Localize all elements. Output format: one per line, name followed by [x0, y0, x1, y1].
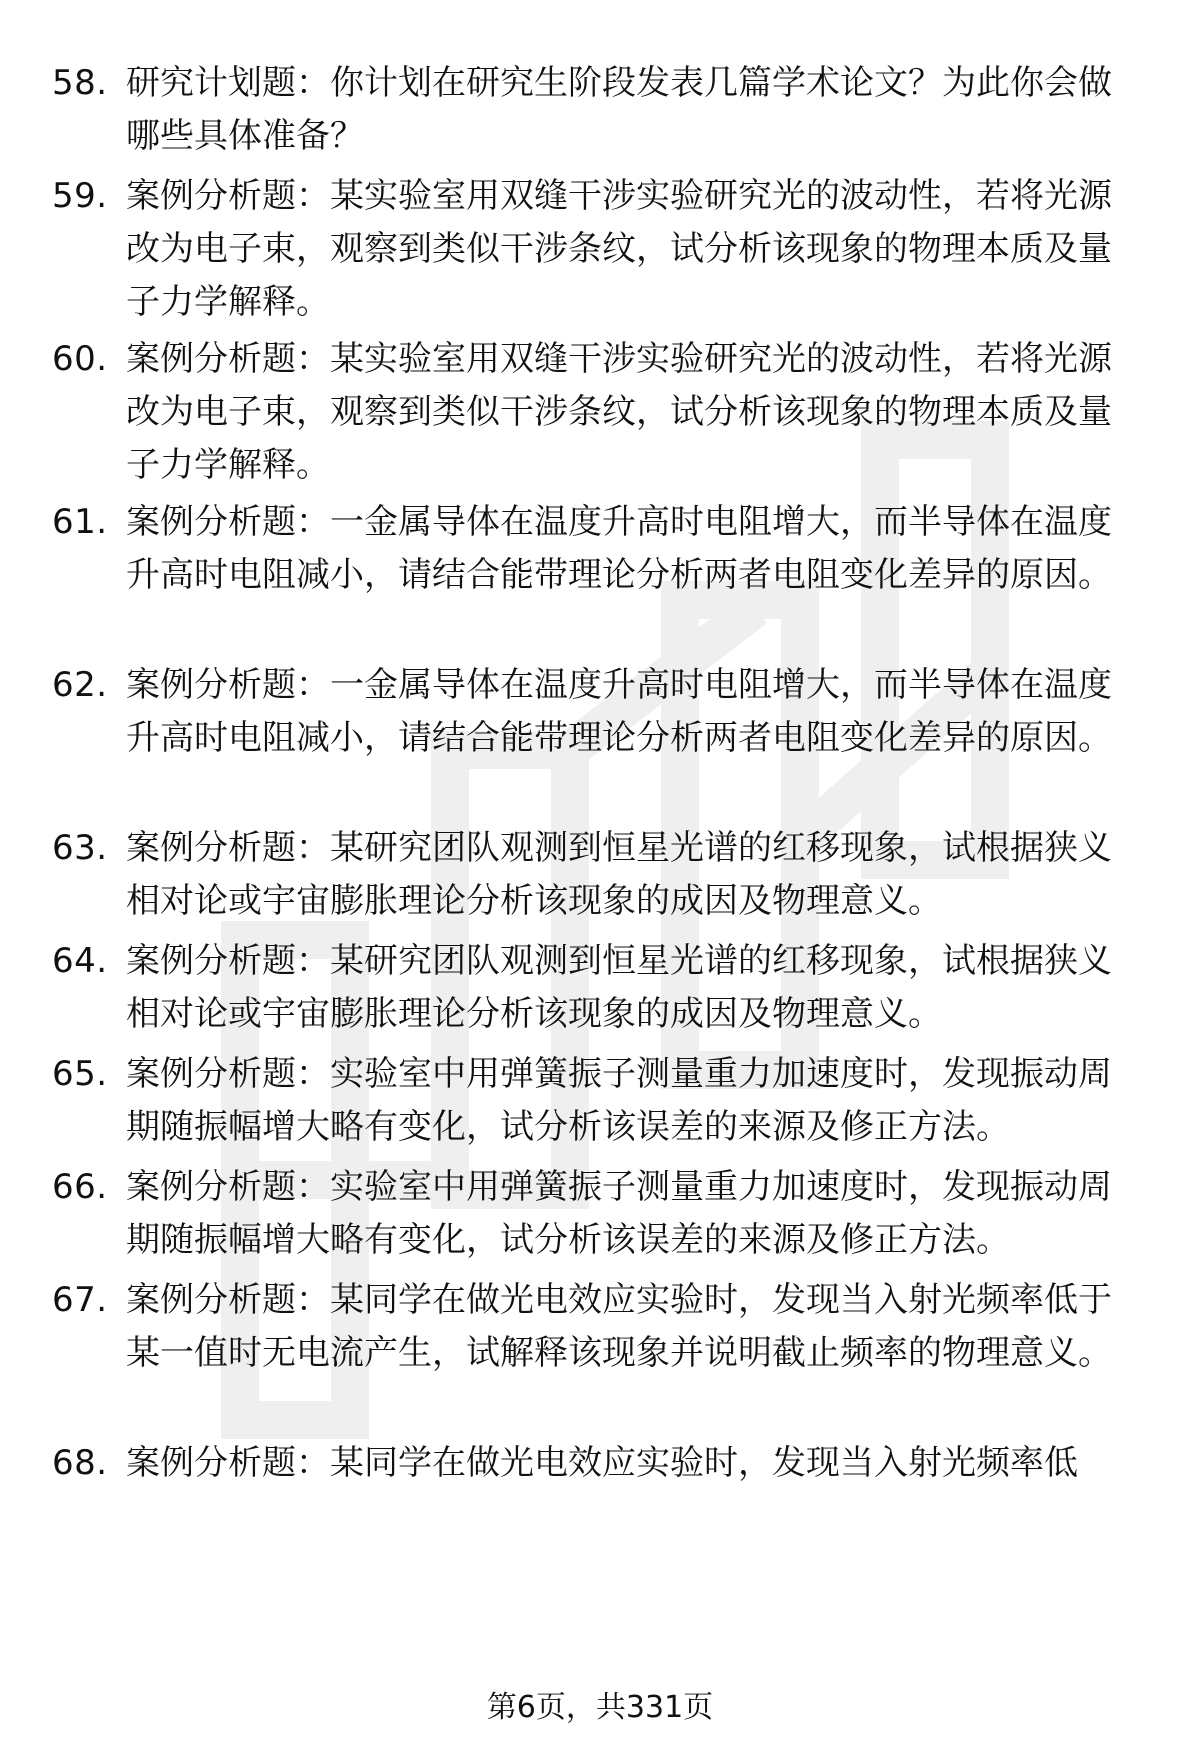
- question-number: 58.: [52, 63, 108, 103]
- question-text: 案例分析题：某同学在做光电效应实验时，发现当入射光频率低于某一值时无电流产生，试解释该现象并说明截止频率的物理意义。: [126, 1280, 1112, 1373]
- question-item-68: [52, 1437, 1152, 1490]
- question-item-58: [52, 57, 1152, 163]
- question-item-60: [52, 333, 1152, 492]
- question-text: 案例分析题：一金属导体在温度升高时电阻增大，而半导体在温度升高时电阻减小，请结合能带理论分析两者电阻变化差异的原因。: [126, 502, 1112, 595]
- question-number: 68.: [52, 1443, 108, 1483]
- question-item-63: [52, 822, 1152, 928]
- question-number: 65.: [52, 1054, 108, 1094]
- question-number: 59.: [52, 176, 108, 216]
- question-text: 案例分析题：某实验室用双缝干涉实验研究光的波动性，若将光源改为电子束，观察到类似干涉条纹，试分析该现象的物理本质及量子力学解释。: [126, 176, 1112, 322]
- question-number: 64.: [52, 941, 108, 981]
- question-item-61: [52, 496, 1152, 602]
- question-text: 案例分析题：某研究团队观测到恒星光谱的红移现象，试根据狭义相对论或宇宙膨胀理论分析该现象的成因及物理意义。: [126, 941, 1112, 1034]
- question-item-66: [52, 1161, 1152, 1267]
- question-number: 67.: [52, 1280, 108, 1320]
- page-number-footer: 第6页，共331页: [486, 1690, 714, 1725]
- question-text: 案例分析题：某实验室用双缝干涉实验研究光的波动性，若将光源改为电子束，观察到类似干涉条纹，试分析该现象的物理本质及量子力学解释。: [126, 339, 1112, 485]
- question-text: 案例分析题：某同学在做光电效应实验时，发现当入射光频率低: [126, 1443, 1078, 1483]
- question-item-62: [52, 659, 1152, 765]
- question-text: 案例分析题：某研究团队观测到恒星光谱的红移现象，试根据狭义相对论或宇宙膨胀理论分析该现象的成因及物理意义。: [126, 828, 1112, 921]
- question-item-64: [52, 935, 1152, 1041]
- question-number: 60.: [52, 339, 108, 379]
- question-number: 62.: [52, 665, 108, 705]
- question-number: 66.: [52, 1167, 108, 1207]
- question-text: 研究计划题：你计划在研究生阶段发表几篇学术论文？为此你会做哪些具体准备？: [126, 63, 1112, 156]
- question-text: 案例分析题：实验室中用弹簧振子测量重力加速度时，发现振动周期随振幅增大略有变化，试分析该误差的来源及修正方法。: [126, 1054, 1112, 1147]
- question-number: 63.: [52, 828, 108, 868]
- question-number: 61.: [52, 502, 108, 542]
- question-item-67: [52, 1274, 1152, 1380]
- question-item-65: [52, 1048, 1152, 1154]
- question-text: 案例分析题：一金属导体在温度升高时电阻增大，而半导体在温度升高时电阻减小，请结合能带理论分析两者电阻变化差异的原因。: [126, 665, 1112, 758]
- question-text: 案例分析题：实验室中用弹簧振子测量重力加速度时，发现振动周期随振幅增大略有变化，试分析该误差的来源及修正方法。: [126, 1167, 1112, 1260]
- question-item-59: [52, 170, 1152, 329]
